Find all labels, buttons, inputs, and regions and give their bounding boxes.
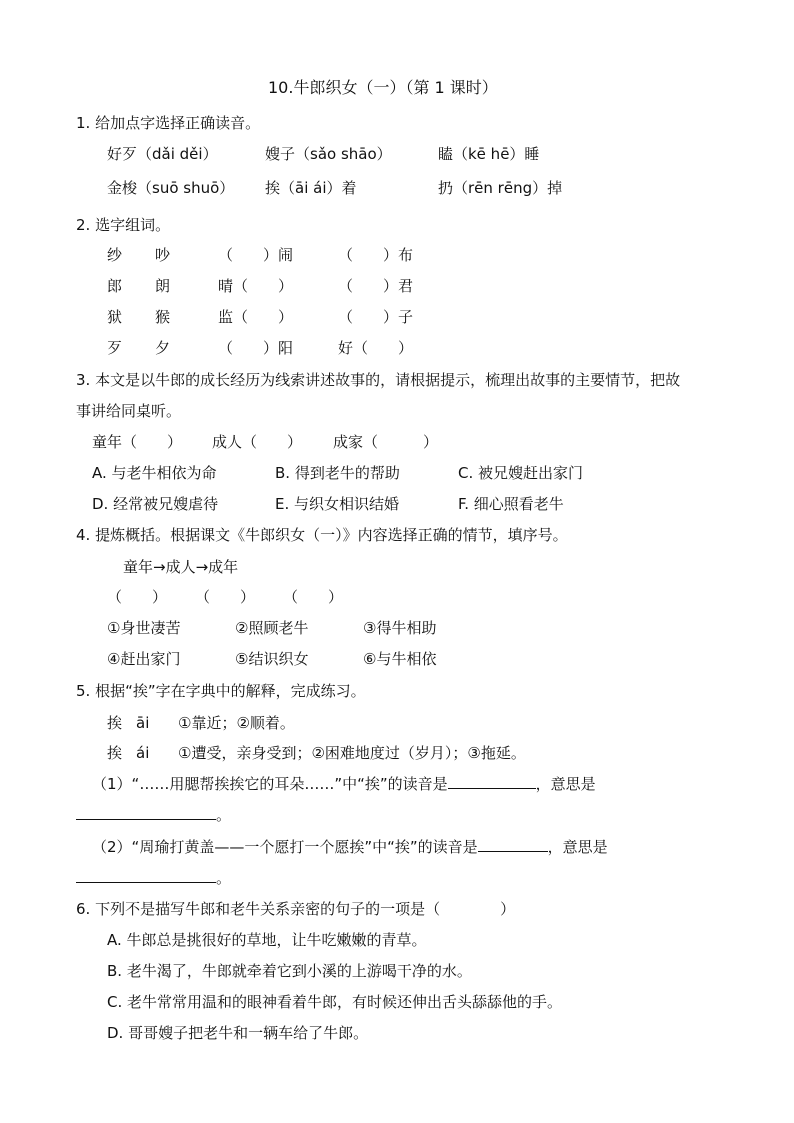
q2-blank-word: （ ）闹	[218, 246, 294, 264]
q2-blank-word: 好（ ）	[338, 339, 414, 357]
answer-blank[interactable]	[478, 837, 548, 852]
q2-char: 歹	[107, 339, 123, 357]
q3-option: F. 细心照看老牛	[458, 495, 564, 513]
q1-item: 扔（rēn rēng）掉	[438, 179, 563, 197]
q2-blank-word: （ ）君	[338, 277, 414, 295]
q5-sub2-text: （2）“周瑜打黄盖——一个愿打一个愿挨”中“挨”的读音是	[92, 838, 478, 856]
q3-option: C. 被兄嫂赶出家门	[458, 464, 584, 482]
q2-blank-word: （ ）子	[338, 308, 414, 326]
q2-blank-word: （ ）布	[338, 246, 414, 264]
q5-sub2-line2	[76, 868, 231, 888]
q1-heading: 1. 给加点字选择正确读音。	[76, 114, 261, 132]
q2-char: 夕	[155, 339, 171, 357]
q4-option: ②照顾老牛	[235, 619, 309, 637]
q5-sub2-end: 。	[216, 869, 232, 887]
q3-heading: 3. 本文是以牛郎的成长经历为线索讲述故事的，请根据提示，梳理出故事的主要情节，把故	[76, 371, 681, 389]
q3-option: E. 与织女相识结婚	[275, 495, 400, 513]
q3-option: D. 经常被兄嫂虐待	[92, 495, 219, 513]
q4-heading: 4. 提炼概括。根据课文《牛郎织女（一）》内容选择正确的情节，填序号。	[76, 526, 568, 544]
q2-char: 狱	[107, 308, 123, 326]
q1-item: 好歹（dǎi děi）	[107, 145, 218, 163]
q3-heading-cont: 事讲给同桌听。	[76, 402, 182, 420]
q1-item: 挨（āi ái）着	[265, 179, 357, 197]
q5-entry-pinyin: āi	[136, 714, 150, 732]
q1-item: 金梭（suō shuō）	[107, 179, 235, 197]
q2-char: 纱	[107, 246, 123, 264]
q5-sub1-line2	[76, 805, 231, 825]
q4-option: ④赶出家门	[107, 650, 181, 668]
q2-blank-word: 监（ ）	[218, 308, 294, 326]
answer-blank[interactable]	[448, 774, 536, 789]
q5-sub1-after: ，意思是	[535, 775, 596, 793]
q2-char: 吵	[155, 246, 171, 264]
q5-sub2-after: ，意思是	[547, 838, 608, 856]
q2-char: 郎	[107, 277, 123, 295]
q1-item: 瞌（kē hē）睡	[438, 145, 540, 163]
q4-blank: （ ）	[107, 588, 168, 606]
q3-stage: 成人（ ）	[212, 433, 303, 451]
q5-entry-meaning: ①遭受，亲身受到；②困难地度过（岁月）；③拖延。	[178, 744, 526, 762]
q5-heading: 5. 根据“挨”字在字典中的解释，完成练习。	[76, 682, 366, 700]
q5-sub1-end: 。	[216, 806, 232, 824]
q4-option: ⑥与牛相依	[363, 650, 437, 668]
q4-option: ⑤结识织女	[235, 650, 309, 668]
q4-option: ①身世凄苦	[107, 619, 181, 637]
q4-sequence: 童年→成人→成年	[123, 558, 239, 576]
q2-char: 朗	[155, 277, 171, 295]
page-title: 10.牛郎织女（一）（第 1 课时）	[268, 78, 498, 97]
q2-blank-word: （ ）阳	[218, 339, 294, 357]
q1-item: 嫂子（sǎo shāo）	[265, 145, 392, 163]
q6-option: B. 老牛渴了，牛郎就牵着它到小溪的上游喝干净的水。	[107, 962, 472, 980]
q2-heading: 2. 选字组词。	[76, 216, 171, 234]
q6-option: D. 哥哥嫂子把老牛和一辆车给了牛郎。	[107, 1024, 369, 1042]
q2-char: 猴	[155, 308, 171, 326]
q3-stage: 成家（ ）	[333, 433, 439, 451]
q4-option: ③得牛相助	[363, 619, 437, 637]
q3-option: B. 得到老牛的帮助	[275, 464, 400, 482]
answer-blank[interactable]	[76, 868, 216, 883]
q5-entry-char: 挨	[107, 744, 123, 762]
q4-blank: （ ）	[195, 588, 256, 606]
q3-option: A. 与老牛相依为命	[92, 464, 217, 482]
q6-option: A. 牛郎总是挑很好的草地，让牛吃嫩嫩的青草。	[107, 931, 427, 949]
q6-heading: 6. 下列不是描写牛郎和老牛关系亲密的句子的一项是（ ）	[76, 900, 516, 918]
answer-blank[interactable]	[76, 805, 216, 820]
q4-blank: （ ）	[283, 588, 344, 606]
q2-blank-word: 晴（ ）	[218, 277, 294, 295]
q6-option: C. 老牛常常用温和的眼神看着牛郎，有时候还伸出舌头舔舔他的手。	[107, 993, 563, 1011]
q5-sub1	[92, 774, 596, 794]
q3-stage: 童年（ ）	[92, 433, 183, 451]
q5-sub1-text: （1）“……用腮帮挨挨它的耳朵……”中“挨”的读音是	[92, 775, 448, 793]
q5-entry-char: 挨	[107, 714, 123, 732]
q5-entry-pinyin: ái	[136, 744, 150, 762]
q5-sub2	[92, 837, 608, 857]
q5-entry-meaning: ①靠近；②顺着。	[178, 714, 295, 732]
